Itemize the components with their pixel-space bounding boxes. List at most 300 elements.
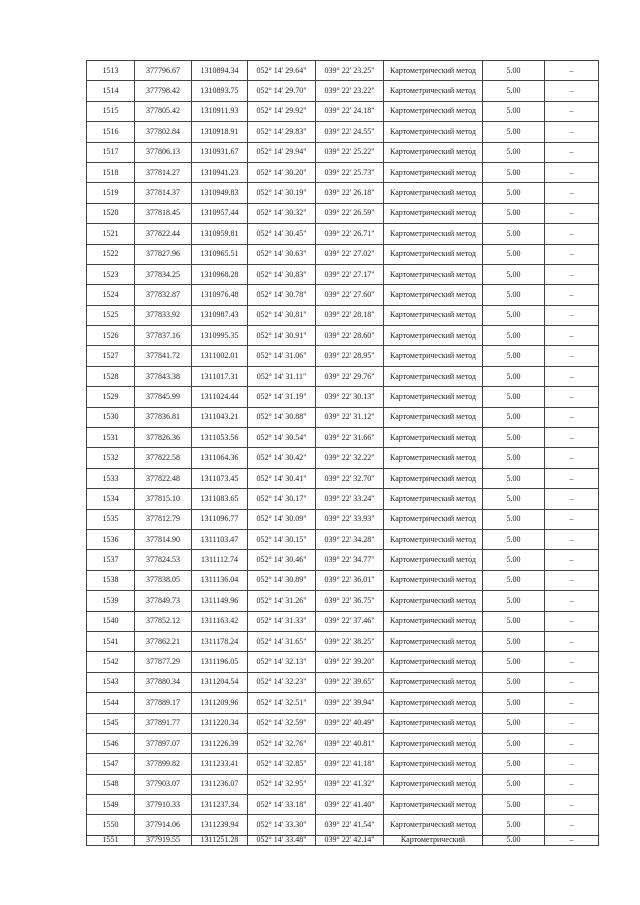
point-number-cell: 1547: [87, 754, 135, 774]
point-number-cell: 1515: [87, 101, 135, 121]
table-row: [87, 183, 599, 203]
latitude-cell: 052° 14' 33.48": [248, 835, 316, 845]
y-coordinate-cell: 1311226.39: [192, 733, 248, 753]
note-cell: –: [545, 264, 599, 284]
accuracy-cell: 5.00: [483, 529, 545, 549]
y-coordinate-cell: 1310918.91: [192, 122, 248, 142]
point-number-cell: 1528: [87, 366, 135, 386]
x-coordinate-cell: 377805.42: [135, 101, 192, 121]
method-cell: Картометрический метод: [384, 815, 483, 835]
accuracy-cell: 5.00: [483, 733, 545, 753]
table-row: [87, 407, 599, 427]
table-row: [87, 162, 599, 182]
longitude-cell: 039° 22' 28.60": [316, 326, 384, 346]
method-cell: Картометрический метод: [384, 101, 483, 121]
method-cell: Картометрический метод: [384, 203, 483, 223]
latitude-cell: 052° 14' 30.81": [248, 305, 316, 325]
note-cell: –: [545, 591, 599, 611]
method-cell: Картометрический метод: [384, 733, 483, 753]
point-number-cell: 1550: [87, 815, 135, 835]
latitude-cell: 052° 14' 30.88": [248, 407, 316, 427]
x-coordinate-cell: 377914.06: [135, 815, 192, 835]
note-cell: –: [545, 101, 599, 121]
note-cell: –: [545, 183, 599, 203]
latitude-cell: 052° 14' 32.76": [248, 733, 316, 753]
longitude-cell: 039° 22' 23.22": [316, 81, 384, 101]
accuracy-cell: 5.00: [483, 183, 545, 203]
accuracy-cell: 5.00: [483, 285, 545, 305]
y-coordinate-cell: 1311233.41: [192, 754, 248, 774]
x-coordinate-cell: 377814.37: [135, 183, 192, 203]
note-cell: –: [545, 61, 599, 81]
point-number-cell: 1523: [87, 264, 135, 284]
point-number-cell: 1524: [87, 285, 135, 305]
note-cell: –: [545, 142, 599, 162]
latitude-cell: 052° 14' 30.09": [248, 509, 316, 529]
latitude-cell: 052° 14' 31.65": [248, 631, 316, 651]
latitude-cell: 052° 14' 32.59": [248, 713, 316, 733]
longitude-cell: 039° 22' 32.70": [316, 468, 384, 488]
note-cell: –: [545, 550, 599, 570]
latitude-cell: 052° 14' 30.42": [248, 448, 316, 468]
point-number-cell: 1539: [87, 591, 135, 611]
table-row: [87, 468, 599, 488]
point-number-cell: 1525: [87, 305, 135, 325]
table-row: [87, 733, 599, 753]
table-row: [87, 550, 599, 570]
longitude-cell: 039° 22' 36.75": [316, 591, 384, 611]
accuracy-cell: 5.00: [483, 550, 545, 570]
method-cell: Картометрический метод: [384, 285, 483, 305]
accuracy-cell: 5.00: [483, 203, 545, 223]
y-coordinate-cell: 1311251.28: [192, 835, 248, 845]
x-coordinate-cell: 377822.48: [135, 468, 192, 488]
note-cell: –: [545, 631, 599, 651]
x-coordinate-cell: 377862.21: [135, 631, 192, 651]
y-coordinate-cell: 1311220.34: [192, 713, 248, 733]
y-coordinate-cell: 1311237.34: [192, 795, 248, 815]
note-cell: –: [545, 713, 599, 733]
accuracy-cell: 5.00: [483, 795, 545, 815]
note-cell: –: [545, 529, 599, 549]
method-cell: Картометрический метод: [384, 631, 483, 651]
point-number-cell: 1542: [87, 652, 135, 672]
table-row: [87, 326, 599, 346]
table-row: [87, 631, 599, 651]
note-cell: –: [545, 835, 599, 845]
table-row: [87, 61, 599, 81]
longitude-cell: 039° 22' 30.13": [316, 387, 384, 407]
accuracy-cell: 5.00: [483, 81, 545, 101]
x-coordinate-cell: 377824.53: [135, 550, 192, 570]
longitude-cell: 039° 22' 37.46": [316, 611, 384, 631]
point-number-cell: 1517: [87, 142, 135, 162]
note-cell: –: [545, 366, 599, 386]
method-cell: Картометрический метод: [384, 244, 483, 264]
point-number-cell: 1537: [87, 550, 135, 570]
table-body: [87, 61, 599, 846]
method-cell: Картометрический метод: [384, 264, 483, 284]
y-coordinate-cell: 1310957.44: [192, 203, 248, 223]
method-cell: Картометрический метод: [384, 305, 483, 325]
latitude-cell: 052° 14' 31.26": [248, 591, 316, 611]
longitude-cell: 039° 22' 23.25": [316, 61, 384, 81]
x-coordinate-cell: 377814.27: [135, 162, 192, 182]
x-coordinate-cell: 377897.07: [135, 733, 192, 753]
accuracy-cell: 5.00: [483, 652, 545, 672]
method-cell: Картометрический метод: [384, 346, 483, 366]
point-number-cell: 1535: [87, 509, 135, 529]
table-row: [87, 366, 599, 386]
note-cell: –: [545, 387, 599, 407]
point-number-cell: 1526: [87, 326, 135, 346]
accuracy-cell: 5.00: [483, 366, 545, 386]
point-number-cell: 1549: [87, 795, 135, 815]
point-number-cell: 1521: [87, 224, 135, 244]
method-cell: Картометрический метод: [384, 162, 483, 182]
point-number-cell: 1531: [87, 428, 135, 448]
longitude-cell: 039° 22' 36.01": [316, 570, 384, 590]
point-number-cell: 1543: [87, 672, 135, 692]
x-coordinate-cell: 377822.58: [135, 448, 192, 468]
latitude-cell: 052° 14' 29.94": [248, 142, 316, 162]
table-row: [87, 346, 599, 366]
table-row: [87, 815, 599, 835]
longitude-cell: 039° 22' 39.94": [316, 693, 384, 713]
x-coordinate-cell: 377812.79: [135, 509, 192, 529]
method-cell: Картометрический метод: [384, 428, 483, 448]
method-cell: Картометрический метод: [384, 713, 483, 733]
y-coordinate-cell: 1311196.05: [192, 652, 248, 672]
method-cell: Картометрический метод: [384, 489, 483, 509]
accuracy-cell: 5.00: [483, 835, 545, 845]
method-cell: Картометрический: [384, 835, 483, 845]
x-coordinate-cell: 377838.05: [135, 570, 192, 590]
method-cell: Картометрический метод: [384, 468, 483, 488]
note-cell: –: [545, 733, 599, 753]
y-coordinate-cell: 1311112.74: [192, 550, 248, 570]
accuracy-cell: 5.00: [483, 448, 545, 468]
method-cell: Картометрический метод: [384, 529, 483, 549]
latitude-cell: 052° 14' 30.63": [248, 244, 316, 264]
table-row: [87, 795, 599, 815]
y-coordinate-cell: 1310987.43: [192, 305, 248, 325]
method-cell: Картометрический метод: [384, 550, 483, 570]
longitude-cell: 039° 22' 33.93": [316, 509, 384, 529]
point-number-cell: 1541: [87, 631, 135, 651]
longitude-cell: 039° 22' 28.95": [316, 346, 384, 366]
coordinates-table: [86, 60, 599, 846]
latitude-cell: 052° 14' 30.20": [248, 162, 316, 182]
longitude-cell: 039° 22' 41.40": [316, 795, 384, 815]
accuracy-cell: 5.00: [483, 407, 545, 427]
method-cell: Картометрический метод: [384, 754, 483, 774]
x-coordinate-cell: 377818.45: [135, 203, 192, 223]
longitude-cell: 039° 22' 31.66": [316, 428, 384, 448]
accuracy-cell: 5.00: [483, 489, 545, 509]
longitude-cell: 039° 22' 40.49": [316, 713, 384, 733]
note-cell: –: [545, 611, 599, 631]
x-coordinate-cell: 377806.13: [135, 142, 192, 162]
x-coordinate-cell: 377796.67: [135, 61, 192, 81]
note-cell: –: [545, 285, 599, 305]
note-cell: –: [545, 162, 599, 182]
point-number-cell: 1544: [87, 693, 135, 713]
longitude-cell: 039° 22' 24.55": [316, 122, 384, 142]
note-cell: –: [545, 774, 599, 794]
longitude-cell: 039° 22' 29.76": [316, 366, 384, 386]
y-coordinate-cell: 1311083.65: [192, 489, 248, 509]
y-coordinate-cell: 1311178.24: [192, 631, 248, 651]
y-coordinate-cell: 1311239.94: [192, 815, 248, 835]
accuracy-cell: 5.00: [483, 570, 545, 590]
point-number-cell: 1540: [87, 611, 135, 631]
point-number-cell: 1514: [87, 81, 135, 101]
note-cell: –: [545, 407, 599, 427]
table-row: [87, 509, 599, 529]
point-number-cell: 1513: [87, 61, 135, 81]
accuracy-cell: 5.00: [483, 122, 545, 142]
method-cell: Картометрический метод: [384, 142, 483, 162]
method-cell: Картометрический метод: [384, 122, 483, 142]
table-row: [87, 713, 599, 733]
note-cell: –: [545, 509, 599, 529]
longitude-cell: 039° 22' 27.17": [316, 264, 384, 284]
accuracy-cell: 5.00: [483, 142, 545, 162]
accuracy-cell: 5.00: [483, 754, 545, 774]
latitude-cell: 052° 14' 32.23": [248, 672, 316, 692]
note-cell: –: [545, 754, 599, 774]
longitude-cell: 039° 22' 41.18": [316, 754, 384, 774]
point-number-cell: 1519: [87, 183, 135, 203]
y-coordinate-cell: 1311053.56: [192, 428, 248, 448]
y-coordinate-cell: 1310968.28: [192, 264, 248, 284]
y-coordinate-cell: 1310995.35: [192, 326, 248, 346]
latitude-cell: 052° 14' 30.89": [248, 570, 316, 590]
x-coordinate-cell: 377903.07: [135, 774, 192, 794]
longitude-cell: 039° 22' 25.73": [316, 162, 384, 182]
point-number-cell: 1518: [87, 162, 135, 182]
accuracy-cell: 5.00: [483, 346, 545, 366]
y-coordinate-cell: 1311064.36: [192, 448, 248, 468]
note-cell: –: [545, 693, 599, 713]
note-cell: –: [545, 346, 599, 366]
table-row: [87, 244, 599, 264]
y-coordinate-cell: 1310965.51: [192, 244, 248, 264]
longitude-cell: 039° 22' 34.28": [316, 529, 384, 549]
table-row: [87, 387, 599, 407]
x-coordinate-cell: 377841.72: [135, 346, 192, 366]
latitude-cell: 052° 14' 32.85": [248, 754, 316, 774]
x-coordinate-cell: 377837.16: [135, 326, 192, 346]
y-coordinate-cell: 1310976.48: [192, 285, 248, 305]
accuracy-cell: 5.00: [483, 591, 545, 611]
y-coordinate-cell: 1311043.21: [192, 407, 248, 427]
longitude-cell: 039° 22' 33.24": [316, 489, 384, 509]
x-coordinate-cell: 377826.36: [135, 428, 192, 448]
latitude-cell: 052° 14' 29.83": [248, 122, 316, 142]
method-cell: Картометрический метод: [384, 387, 483, 407]
latitude-cell: 052° 14' 30.46": [248, 550, 316, 570]
x-coordinate-cell: 377880.34: [135, 672, 192, 692]
table-row: [87, 122, 599, 142]
y-coordinate-cell: 1310894.34: [192, 61, 248, 81]
y-coordinate-cell: 1310949.83: [192, 183, 248, 203]
method-cell: Картометрический метод: [384, 611, 483, 631]
table-row: [87, 754, 599, 774]
method-cell: Картометрический метод: [384, 652, 483, 672]
table-row: [87, 672, 599, 692]
accuracy-cell: 5.00: [483, 326, 545, 346]
point-number-cell: 1548: [87, 774, 135, 794]
note-cell: –: [545, 489, 599, 509]
latitude-cell: 052° 14' 30.32": [248, 203, 316, 223]
latitude-cell: 052° 14' 32.13": [248, 652, 316, 672]
method-cell: Картометрический метод: [384, 570, 483, 590]
point-number-cell: 1532: [87, 448, 135, 468]
y-coordinate-cell: 1310931.67: [192, 142, 248, 162]
y-coordinate-cell: 1311024.44: [192, 387, 248, 407]
y-coordinate-cell: 1311149.96: [192, 591, 248, 611]
method-cell: Картометрический метод: [384, 61, 483, 81]
latitude-cell: 052° 14' 30.91": [248, 326, 316, 346]
table-row: [87, 101, 599, 121]
latitude-cell: 052° 14' 30.19": [248, 183, 316, 203]
table-row: [87, 570, 599, 590]
point-number-cell: 1551: [87, 835, 135, 845]
point-number-cell: 1536: [87, 529, 135, 549]
x-coordinate-cell: 377814.90: [135, 529, 192, 549]
x-coordinate-cell: 377802.84: [135, 122, 192, 142]
point-number-cell: 1533: [87, 468, 135, 488]
note-cell: –: [545, 672, 599, 692]
x-coordinate-cell: 377822.44: [135, 224, 192, 244]
method-cell: Картометрический метод: [384, 448, 483, 468]
x-coordinate-cell: 377827.96: [135, 244, 192, 264]
x-coordinate-cell: 377910.33: [135, 795, 192, 815]
note-cell: –: [545, 305, 599, 325]
y-coordinate-cell: 1311096.77: [192, 509, 248, 529]
y-coordinate-cell: 1310893.75: [192, 81, 248, 101]
latitude-cell: 052° 14' 31.06": [248, 346, 316, 366]
note-cell: –: [545, 244, 599, 264]
y-coordinate-cell: 1311136.04: [192, 570, 248, 590]
longitude-cell: 039° 22' 34.77": [316, 550, 384, 570]
longitude-cell: 039° 22' 39.20": [316, 652, 384, 672]
table-row: [87, 448, 599, 468]
accuracy-cell: 5.00: [483, 468, 545, 488]
latitude-cell: 052° 14' 32.95": [248, 774, 316, 794]
y-coordinate-cell: 1311002.01: [192, 346, 248, 366]
point-number-cell: 1516: [87, 122, 135, 142]
longitude-cell: 039° 22' 42.14": [316, 835, 384, 845]
x-coordinate-cell: 377852.12: [135, 611, 192, 631]
accuracy-cell: 5.00: [483, 387, 545, 407]
point-number-cell: 1522: [87, 244, 135, 264]
method-cell: Картометрический метод: [384, 224, 483, 244]
note-cell: –: [545, 815, 599, 835]
table-row: [87, 142, 599, 162]
table-row: [87, 774, 599, 794]
method-cell: Картометрический метод: [384, 774, 483, 794]
note-cell: –: [545, 224, 599, 244]
accuracy-cell: 5.00: [483, 244, 545, 264]
point-number-cell: 1538: [87, 570, 135, 590]
x-coordinate-cell: 377899.82: [135, 754, 192, 774]
x-coordinate-cell: 377843.38: [135, 366, 192, 386]
longitude-cell: 039° 22' 25.22": [316, 142, 384, 162]
accuracy-cell: 5.00: [483, 264, 545, 284]
method-cell: Картометрический метод: [384, 509, 483, 529]
y-coordinate-cell: 1311236.07: [192, 774, 248, 794]
note-cell: –: [545, 795, 599, 815]
accuracy-cell: 5.00: [483, 672, 545, 692]
y-coordinate-cell: 1311163.42: [192, 611, 248, 631]
y-coordinate-cell: 1311204.54: [192, 672, 248, 692]
longitude-cell: 039° 22' 41.32": [316, 774, 384, 794]
longitude-cell: 039° 22' 32.22": [316, 448, 384, 468]
point-number-cell: 1546: [87, 733, 135, 753]
method-cell: Картометрический метод: [384, 591, 483, 611]
longitude-cell: 039° 22' 26.59": [316, 203, 384, 223]
latitude-cell: 052° 14' 30.45": [248, 224, 316, 244]
accuracy-cell: 5.00: [483, 631, 545, 651]
longitude-cell: 039° 22' 40.81": [316, 733, 384, 753]
y-coordinate-cell: 1310959.81: [192, 224, 248, 244]
x-coordinate-cell: 377833.92: [135, 305, 192, 325]
method-cell: Картометрический метод: [384, 693, 483, 713]
latitude-cell: 052° 14' 30.83": [248, 264, 316, 284]
point-number-cell: 1545: [87, 713, 135, 733]
longitude-cell: 039° 22' 27.60": [316, 285, 384, 305]
table-row: [87, 529, 599, 549]
x-coordinate-cell: 377849.73: [135, 591, 192, 611]
accuracy-cell: 5.00: [483, 509, 545, 529]
note-cell: –: [545, 81, 599, 101]
accuracy-cell: 5.00: [483, 713, 545, 733]
method-cell: Картометрический метод: [384, 795, 483, 815]
longitude-cell: 039° 22' 38.25": [316, 631, 384, 651]
x-coordinate-cell: 377815.10: [135, 489, 192, 509]
table-row: [87, 652, 599, 672]
accuracy-cell: 5.00: [483, 101, 545, 121]
longitude-cell: 039° 22' 26.71": [316, 224, 384, 244]
x-coordinate-cell: 377798.42: [135, 81, 192, 101]
table-row: [87, 203, 599, 223]
point-number-cell: 1529: [87, 387, 135, 407]
method-cell: Картометрический метод: [384, 366, 483, 386]
x-coordinate-cell: 377877.29: [135, 652, 192, 672]
accuracy-cell: 5.00: [483, 162, 545, 182]
y-coordinate-cell: 1310911.93: [192, 101, 248, 121]
x-coordinate-cell: 377834.25: [135, 264, 192, 284]
accuracy-cell: 5.00: [483, 428, 545, 448]
table-row: [87, 591, 599, 611]
latitude-cell: 052° 14' 29.64": [248, 61, 316, 81]
longitude-cell: 039° 22' 24.18": [316, 101, 384, 121]
table-row: [87, 81, 599, 101]
x-coordinate-cell: 377836.81: [135, 407, 192, 427]
y-coordinate-cell: 1311209.96: [192, 693, 248, 713]
point-number-cell: 1530: [87, 407, 135, 427]
y-coordinate-cell: 1311103.47: [192, 529, 248, 549]
method-cell: Картометрический метод: [384, 672, 483, 692]
table-row: [87, 305, 599, 325]
longitude-cell: 039° 22' 41.54": [316, 815, 384, 835]
latitude-cell: 052° 14' 31.33": [248, 611, 316, 631]
longitude-cell: 039° 22' 26.18": [316, 183, 384, 203]
note-cell: –: [545, 203, 599, 223]
